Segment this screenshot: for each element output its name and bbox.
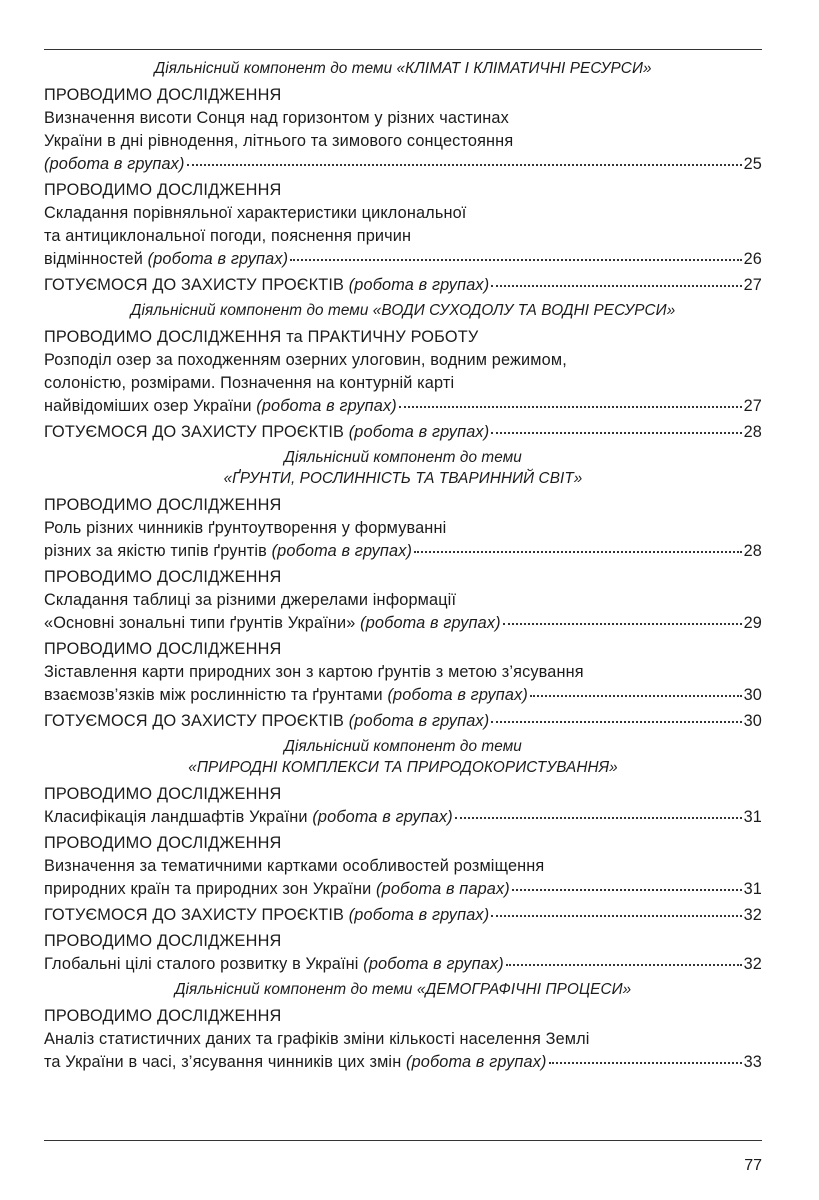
entry-work-form: (робота в групах): [348, 276, 490, 294]
dot-leader: [512, 889, 742, 891]
section-heading: [44, 979, 762, 1000]
entry-text: різних за якістю типів ґрунтів: [44, 542, 272, 560]
dot-leader: [491, 285, 741, 287]
toc-entry: [44, 326, 762, 418]
entry-last-text: [44, 274, 489, 297]
entry-leader-line: [44, 904, 762, 927]
page-number: 77: [744, 1157, 762, 1174]
section-heading: [44, 447, 762, 489]
section-heading: [44, 736, 762, 778]
entry-heading: ПРОВОДИМО ДОСЛІДЖЕННЯ та ПРАКТИЧНУ РОБОТУ: [44, 328, 479, 346]
toc-entry: [44, 494, 762, 563]
entry-last-text: [44, 421, 489, 444]
entry-leader-line: [44, 274, 762, 297]
entry-text-line: Визначення висоти Сонця над горизонтом у різних частинах: [44, 109, 509, 127]
entry-last-text: [44, 395, 397, 418]
section-heading-line: Діяльнісний компонент до теми «ДЕМОГРАФІЧНІ ПРОЦЕСИ»: [174, 981, 632, 998]
dot-leader: [491, 915, 741, 917]
entry-page-number: 26: [743, 250, 762, 268]
entry-text-line: Аналіз статистичних даних та графіків зміни кількості населення Землі: [44, 1030, 590, 1048]
entry-heading: ПРОВОДИМО ДОСЛІДЖЕННЯ: [44, 640, 282, 658]
entry-leader-line: [44, 395, 762, 418]
section-heading: [44, 300, 762, 321]
entry-heading: ПРОВОДИМО ДОСЛІДЖЕННЯ: [44, 1007, 282, 1025]
toc-section: [44, 736, 762, 976]
entry-page-number: 27: [743, 397, 762, 415]
toc-entry: [44, 783, 762, 829]
entry-text: взаємозв’язків між рослинністю та ґрунтами: [44, 686, 388, 704]
entry-text: ГОТУЄМОСЯ ДО ЗАХИСТУ ПРОЄКТІВ: [44, 423, 349, 441]
entry-work-form: (робота в групах): [363, 955, 504, 973]
top-rule: [44, 49, 762, 50]
toc-section: [44, 300, 762, 444]
entry-page-number: 30: [743, 712, 762, 730]
entry-leader-line: [44, 710, 762, 733]
table-of-contents: [44, 56, 762, 1077]
dot-leader: [414, 551, 741, 553]
entry-leader-line: [44, 540, 762, 563]
entry-text-line: Складання порівняльної характеристики циклональної: [44, 204, 467, 222]
entry-text-line: Визначення за тематичними картками особливостей розміщення: [44, 857, 545, 875]
entry-text-line: солоністю, розмірами. Позначення на контурній карті: [44, 374, 455, 392]
dot-leader: [530, 695, 742, 697]
entry-text: природних країн та природних зон України: [44, 880, 377, 898]
dot-leader: [290, 259, 741, 261]
entry-work-form: (робота в групах): [360, 614, 501, 632]
entry-text-line: та антициклональної погоди, пояснення причин: [44, 227, 412, 245]
entry-last-text: [44, 1051, 547, 1074]
entry-work-form: (робота в групах): [348, 906, 490, 924]
entry-page-number: 33: [743, 1053, 762, 1071]
entry-text-line: Зіставлення карти природних зон з картою ґрунтів з метою з’ясування: [44, 663, 584, 681]
toc-entry: [44, 930, 762, 976]
entry-text-line: Складання таблиці за різними джерелами інформації: [44, 591, 457, 609]
section-heading-line: Діяльнісний компонент до теми: [284, 449, 522, 466]
entry-leader-line: [44, 878, 762, 901]
entry-heading: ПРОВОДИМО ДОСЛІДЖЕННЯ: [44, 834, 282, 852]
toc-entry: [44, 1005, 762, 1074]
entry-leader-line: [44, 684, 762, 707]
entry-last-text: [44, 878, 510, 901]
entry-page-number: 28: [743, 423, 762, 441]
entry-last-text: [44, 248, 288, 271]
dot-leader: [491, 432, 741, 434]
entry-work-form: (робота в групах): [312, 808, 453, 826]
dot-leader: [549, 1062, 742, 1064]
entry-last-text: [44, 612, 501, 635]
toc-entry: [44, 179, 762, 271]
toc-entry: [44, 421, 762, 444]
dot-leader: [399, 406, 742, 408]
entry-last-text: [44, 540, 412, 563]
entry-page-number: 25: [743, 155, 762, 173]
section-heading-line: «ПРИРОДНІ КОМПЛЕКСИ ТА ПРИРОДОКОРИСТУВАННЯ»: [188, 759, 618, 776]
section-heading: [44, 58, 762, 79]
entry-heading: ПРОВОДИМО ДОСЛІДЖЕННЯ: [44, 86, 282, 104]
entry-work-form: (робота в групах): [147, 250, 289, 268]
entry-last-text: [44, 710, 489, 733]
toc-section: [44, 979, 762, 1074]
entry-text-line: Розподіл озер за походженням озерних улоговин, водним режимом,: [44, 351, 567, 369]
entry-page-number: 31: [743, 808, 762, 826]
entry-leader-line: [44, 1051, 762, 1074]
entry-page-number: 32: [743, 955, 762, 973]
dot-leader: [503, 623, 742, 625]
entry-page-number: 32: [743, 906, 762, 924]
entry-last-text: [44, 904, 489, 927]
toc-entry: [44, 832, 762, 901]
toc-entry: [44, 84, 762, 176]
entry-text: відмінностей: [44, 250, 148, 268]
toc-section: [44, 58, 762, 297]
toc-entry: [44, 904, 762, 927]
entry-last-text: [44, 684, 528, 707]
entry-leader-line: [44, 421, 762, 444]
entry-text: Класифікація ландшафтів України: [44, 808, 313, 826]
book-page: [44, 0, 762, 1200]
entry-leader-line: [44, 612, 762, 635]
entry-page-number: 27: [743, 276, 762, 294]
entry-heading: ПРОВОДИМО ДОСЛІДЖЕННЯ: [44, 568, 282, 586]
entry-text-line: Роль різних чинників ґрунтоутворення у формуванні: [44, 519, 447, 537]
entry-text: ГОТУЄМОСЯ ДО ЗАХИСТУ ПРОЄКТІВ: [44, 906, 349, 924]
entry-last-text: [44, 953, 504, 976]
entry-leader-line: [44, 953, 762, 976]
entry-text: «Основні зональні типи ґрунтів України»: [44, 614, 361, 632]
entry-work-form: (робота в групах): [348, 423, 490, 441]
entry-leader-line: [44, 806, 762, 829]
toc-entry: [44, 710, 762, 733]
entry-text: Глобальні цілі сталого розвитку в Україні: [44, 955, 364, 973]
entry-work-form: (робота в групах): [44, 155, 185, 173]
entry-leader-line: [44, 153, 762, 176]
entry-text-line: України в дні рівнодення, літнього та зимового сонцестояння: [44, 132, 514, 150]
entry-text: ГОТУЄМОСЯ ДО ЗАХИСТУ ПРОЄКТІВ: [44, 712, 349, 730]
toc-entry: [44, 274, 762, 297]
dot-leader: [491, 721, 741, 723]
entry-page-number: 30: [743, 686, 762, 704]
toc-entry: [44, 566, 762, 635]
toc-section: [44, 447, 762, 733]
entry-page-number: 28: [743, 542, 762, 560]
dot-leader: [187, 164, 742, 166]
entry-page-number: 29: [743, 614, 762, 632]
entry-heading: ПРОВОДИМО ДОСЛІДЖЕННЯ: [44, 785, 282, 803]
entry-text: найвідоміших озер України: [44, 397, 257, 415]
entry-work-form: (робота в групах): [271, 542, 413, 560]
entry-heading: ПРОВОДИМО ДОСЛІДЖЕННЯ: [44, 181, 282, 199]
entry-work-form: (робота в парах): [376, 880, 510, 898]
section-heading-line: «ҐРУНТИ, РОСЛИННІСТЬ ТА ТВАРИННИЙ СВІТ»: [223, 470, 583, 487]
toc-entry: [44, 638, 762, 707]
section-heading-line: Діяльнісний компонент до теми «ВОДИ СУХОДОЛУ ТА ВОДНІ РЕСУРСИ»: [130, 302, 676, 319]
entry-work-form: (робота в групах): [256, 397, 397, 415]
entry-work-form: (робота в групах): [406, 1053, 547, 1071]
entry-last-text: [44, 806, 453, 829]
entry-last-text: [44, 153, 185, 176]
section-heading-line: Діяльнісний компонент до теми «КЛІМАТ І КЛІМАТИЧНІ РЕСУРСИ»: [154, 60, 652, 77]
entry-text: ГОТУЄМОСЯ ДО ЗАХИСТУ ПРОЄКТІВ: [44, 276, 349, 294]
dot-leader: [506, 964, 742, 966]
entry-leader-line: [44, 248, 762, 271]
dot-leader: [455, 817, 742, 819]
entry-heading: ПРОВОДИМО ДОСЛІДЖЕННЯ: [44, 496, 282, 514]
section-heading-line: Діяльнісний компонент до теми: [284, 738, 522, 755]
bottom-rule: [44, 1140, 762, 1141]
entry-work-form: (робота в групах): [348, 712, 490, 730]
entry-text: та України в часі, з’ясування чинників цих змін: [44, 1053, 407, 1071]
entry-work-form: (робота в групах): [387, 686, 528, 704]
entry-page-number: 31: [743, 880, 762, 898]
entry-heading: ПРОВОДИМО ДОСЛІДЖЕННЯ: [44, 932, 282, 950]
